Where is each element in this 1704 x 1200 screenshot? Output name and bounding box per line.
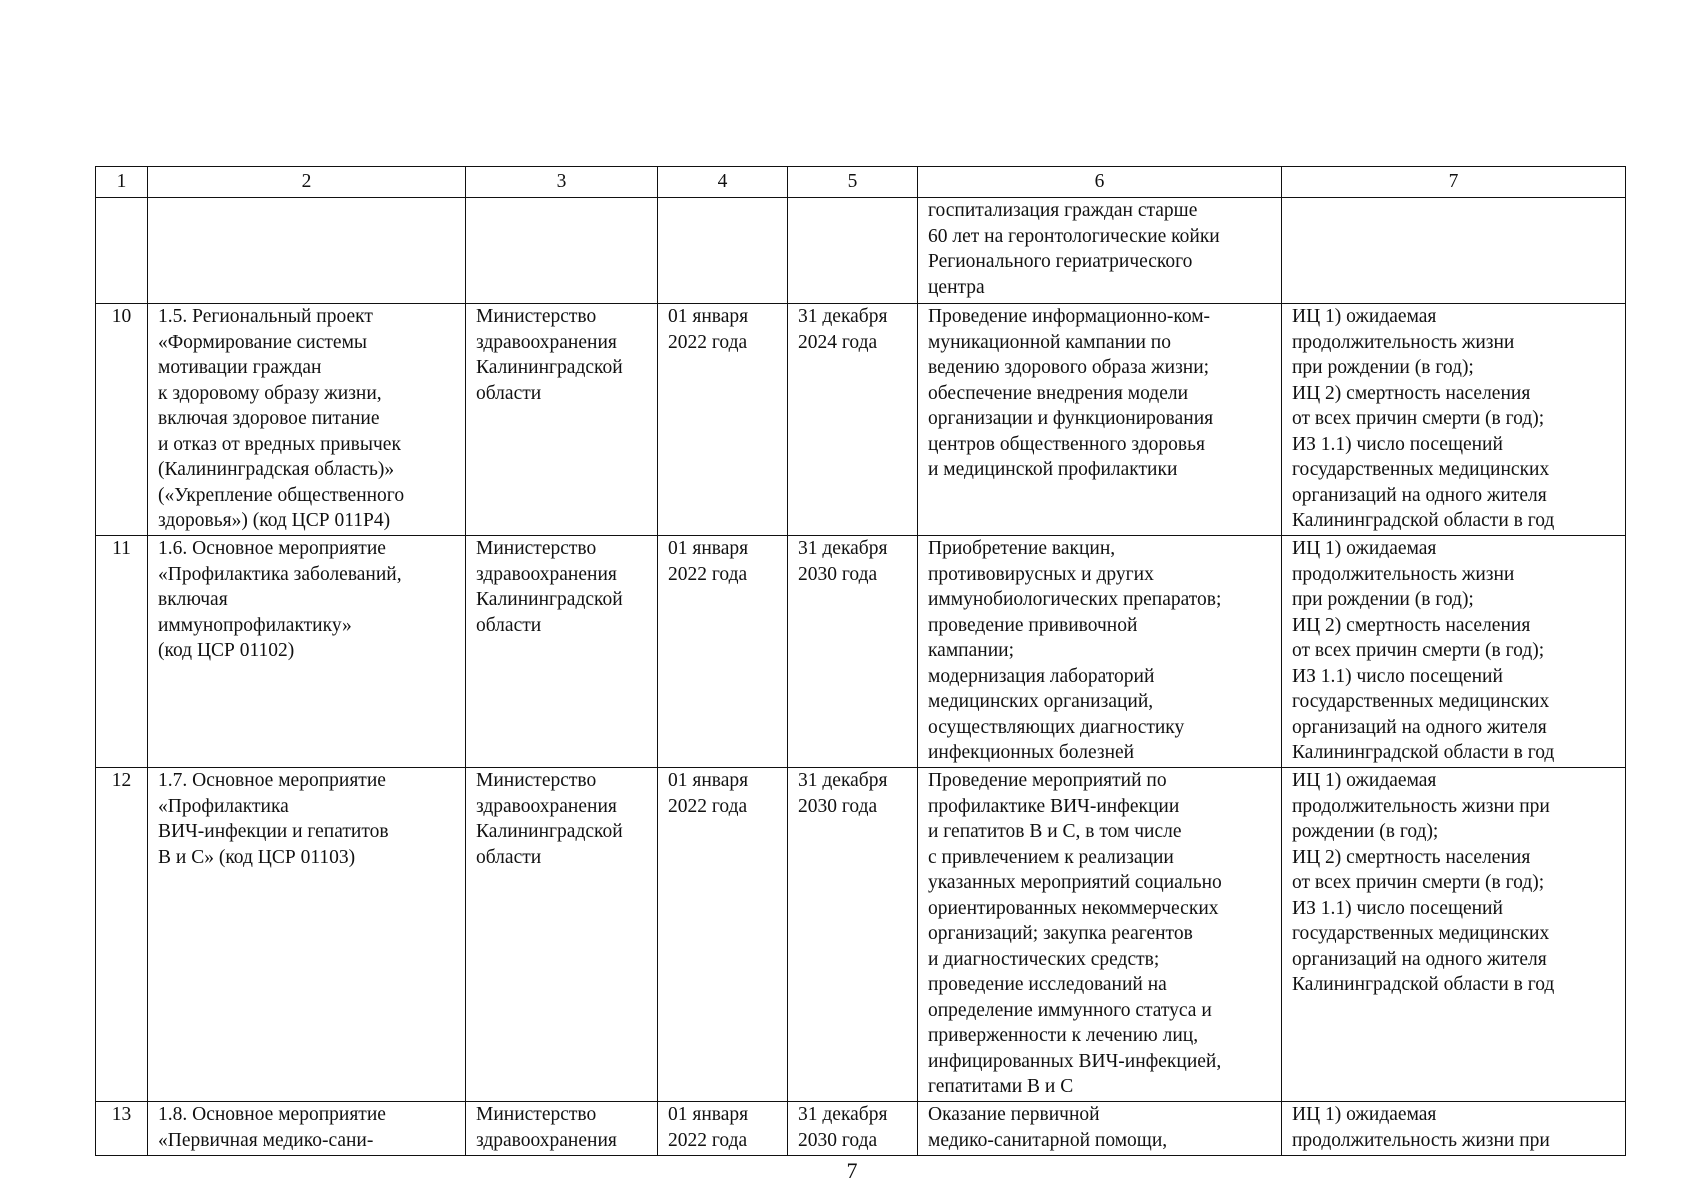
end-date-cell: 31 декабря 2030 года bbox=[788, 1102, 918, 1156]
row-number-cell: 10 bbox=[96, 304, 148, 536]
table-row bbox=[96, 198, 1626, 304]
start-date-cell: 01 января 2022 года bbox=[658, 304, 788, 536]
indicators-cell: ИЦ 1) ожидаемая продолжительность жизни при рождении (в год); ИЦ 2) смертность населения от всех причин смерти (в год); ИЗ 1.1) число посещений государственных медицинских организаций на одного жителя Калининградской области в год bbox=[1282, 304, 1626, 536]
activity-name-cell: 1.7. Основное мероприятие «Профилактика ВИЧ-инфекции и гепатитов В и С» (код ЦСР 01103) bbox=[148, 768, 466, 1102]
content-cell: Проведение информационно-ком- муникационной кампании по ведению здорового образа жизни; обеспечение внедрения модели организации и функционирования центров общественного здоровья и медицинской профилактики bbox=[918, 304, 1282, 536]
executor-cell: Министерство здравоохранения bbox=[466, 1102, 658, 1156]
content-cell: Приобретение вакцин, противовирусных и других иммунобиологических препаратов; проведение прививочной кампании; модернизация лабораторий медицинских организаций, осуществляющих диагностику инфекционных болезней bbox=[918, 536, 1282, 768]
executor-cell: Министерство здравоохранения Калининградской области bbox=[466, 536, 658, 768]
start-date-cell: 01 января 2022 года bbox=[658, 1102, 788, 1156]
row-number-cell bbox=[96, 198, 148, 304]
executor-cell: Министерство здравоохранения Калининградской области bbox=[466, 304, 658, 536]
row-number-cell: 12 bbox=[96, 768, 148, 1102]
column-number-cell: 1 bbox=[96, 167, 148, 198]
end-date-cell: 31 декабря 2030 года bbox=[788, 536, 918, 768]
column-number-row bbox=[96, 167, 1626, 198]
executor-cell: Министерство здравоохранения Калининградской области bbox=[466, 768, 658, 1102]
activity-name-cell: 1.6. Основное мероприятие «Профилактика заболеваний, включая иммунопрофилактику» (код ЦСР 01102) bbox=[148, 536, 466, 768]
indicators-cell: ИЦ 1) ожидаемая продолжительность жизни при рождении (в год); ИЦ 2) смертность населения от всех причин смерти (в год); ИЗ 1.1) число посещений государственных медицинских организаций на одного жителя Калининградской области в год bbox=[1282, 768, 1626, 1102]
activity-name-cell: 1.8. Основное мероприятие «Первичная медико-сани- bbox=[148, 1102, 466, 1156]
row-number-cell: 11 bbox=[96, 536, 148, 768]
end-date-cell: 31 декабря 2030 года bbox=[788, 768, 918, 1102]
activity-name-cell: 1.5. Региональный проект «Формирование системы мотивации граждан к здоровому образу жизни, включая здоровое питание и отказ от вредных привычек (Калининградская область)» («Укрепление общественного здоровья») (код ЦСР 011Р4) bbox=[148, 304, 466, 536]
table-row bbox=[96, 768, 1626, 1102]
content-cell: Оказание первичной медико-санитарной помощи, bbox=[918, 1102, 1282, 1156]
activity-name-cell bbox=[148, 198, 466, 304]
content-cell: Проведение мероприятий по профилактике ВИЧ-инфекции и гепатитов В и С, в том числе с привлечением к реализации указанных мероприятий социально ориентированных некоммерческих организаций; закупка реагентов и диагностических средств; проведение исследований на определение иммунного статуса и приверженности к лечению лиц, инфицированных ВИЧ-инфекцией, гепатитами В и С bbox=[918, 768, 1282, 1102]
end-date-cell: 31 декабря 2024 года bbox=[788, 304, 918, 536]
end-date-cell bbox=[788, 198, 918, 304]
start-date-cell: 01 января 2022 года bbox=[658, 536, 788, 768]
column-number-cell: 2 bbox=[148, 167, 466, 198]
indicators-cell: ИЦ 1) ожидаемая продолжительность жизни при bbox=[1282, 1102, 1626, 1156]
program-activities-table bbox=[95, 166, 1626, 1156]
start-date-cell: 01 января 2022 года bbox=[658, 768, 788, 1102]
start-date-cell bbox=[658, 198, 788, 304]
table-row bbox=[96, 536, 1626, 768]
executor-cell bbox=[466, 198, 658, 304]
column-number-cell: 7 bbox=[1282, 167, 1626, 198]
indicators-cell: ИЦ 1) ожидаемая продолжительность жизни при рождении (в год); ИЦ 2) смертность населения от всех причин смерти (в год); ИЗ 1.1) число посещений государственных медицинских организаций на одного жителя Калининградской области в год bbox=[1282, 536, 1626, 768]
content-cell: госпитализация граждан старше 60 лет на геронтологические койки Регионального гериатрического центра bbox=[918, 198, 1282, 304]
column-number-cell: 5 bbox=[788, 167, 918, 198]
column-number-cell: 4 bbox=[658, 167, 788, 198]
column-number-cell: 3 bbox=[466, 167, 658, 198]
row-number-cell: 13 bbox=[96, 1102, 148, 1156]
column-number-cell: 6 bbox=[918, 167, 1282, 198]
table-row bbox=[96, 1102, 1626, 1156]
table-row bbox=[96, 304, 1626, 536]
indicators-cell bbox=[1282, 198, 1626, 304]
page-number: 7 bbox=[846, 1158, 858, 1183]
